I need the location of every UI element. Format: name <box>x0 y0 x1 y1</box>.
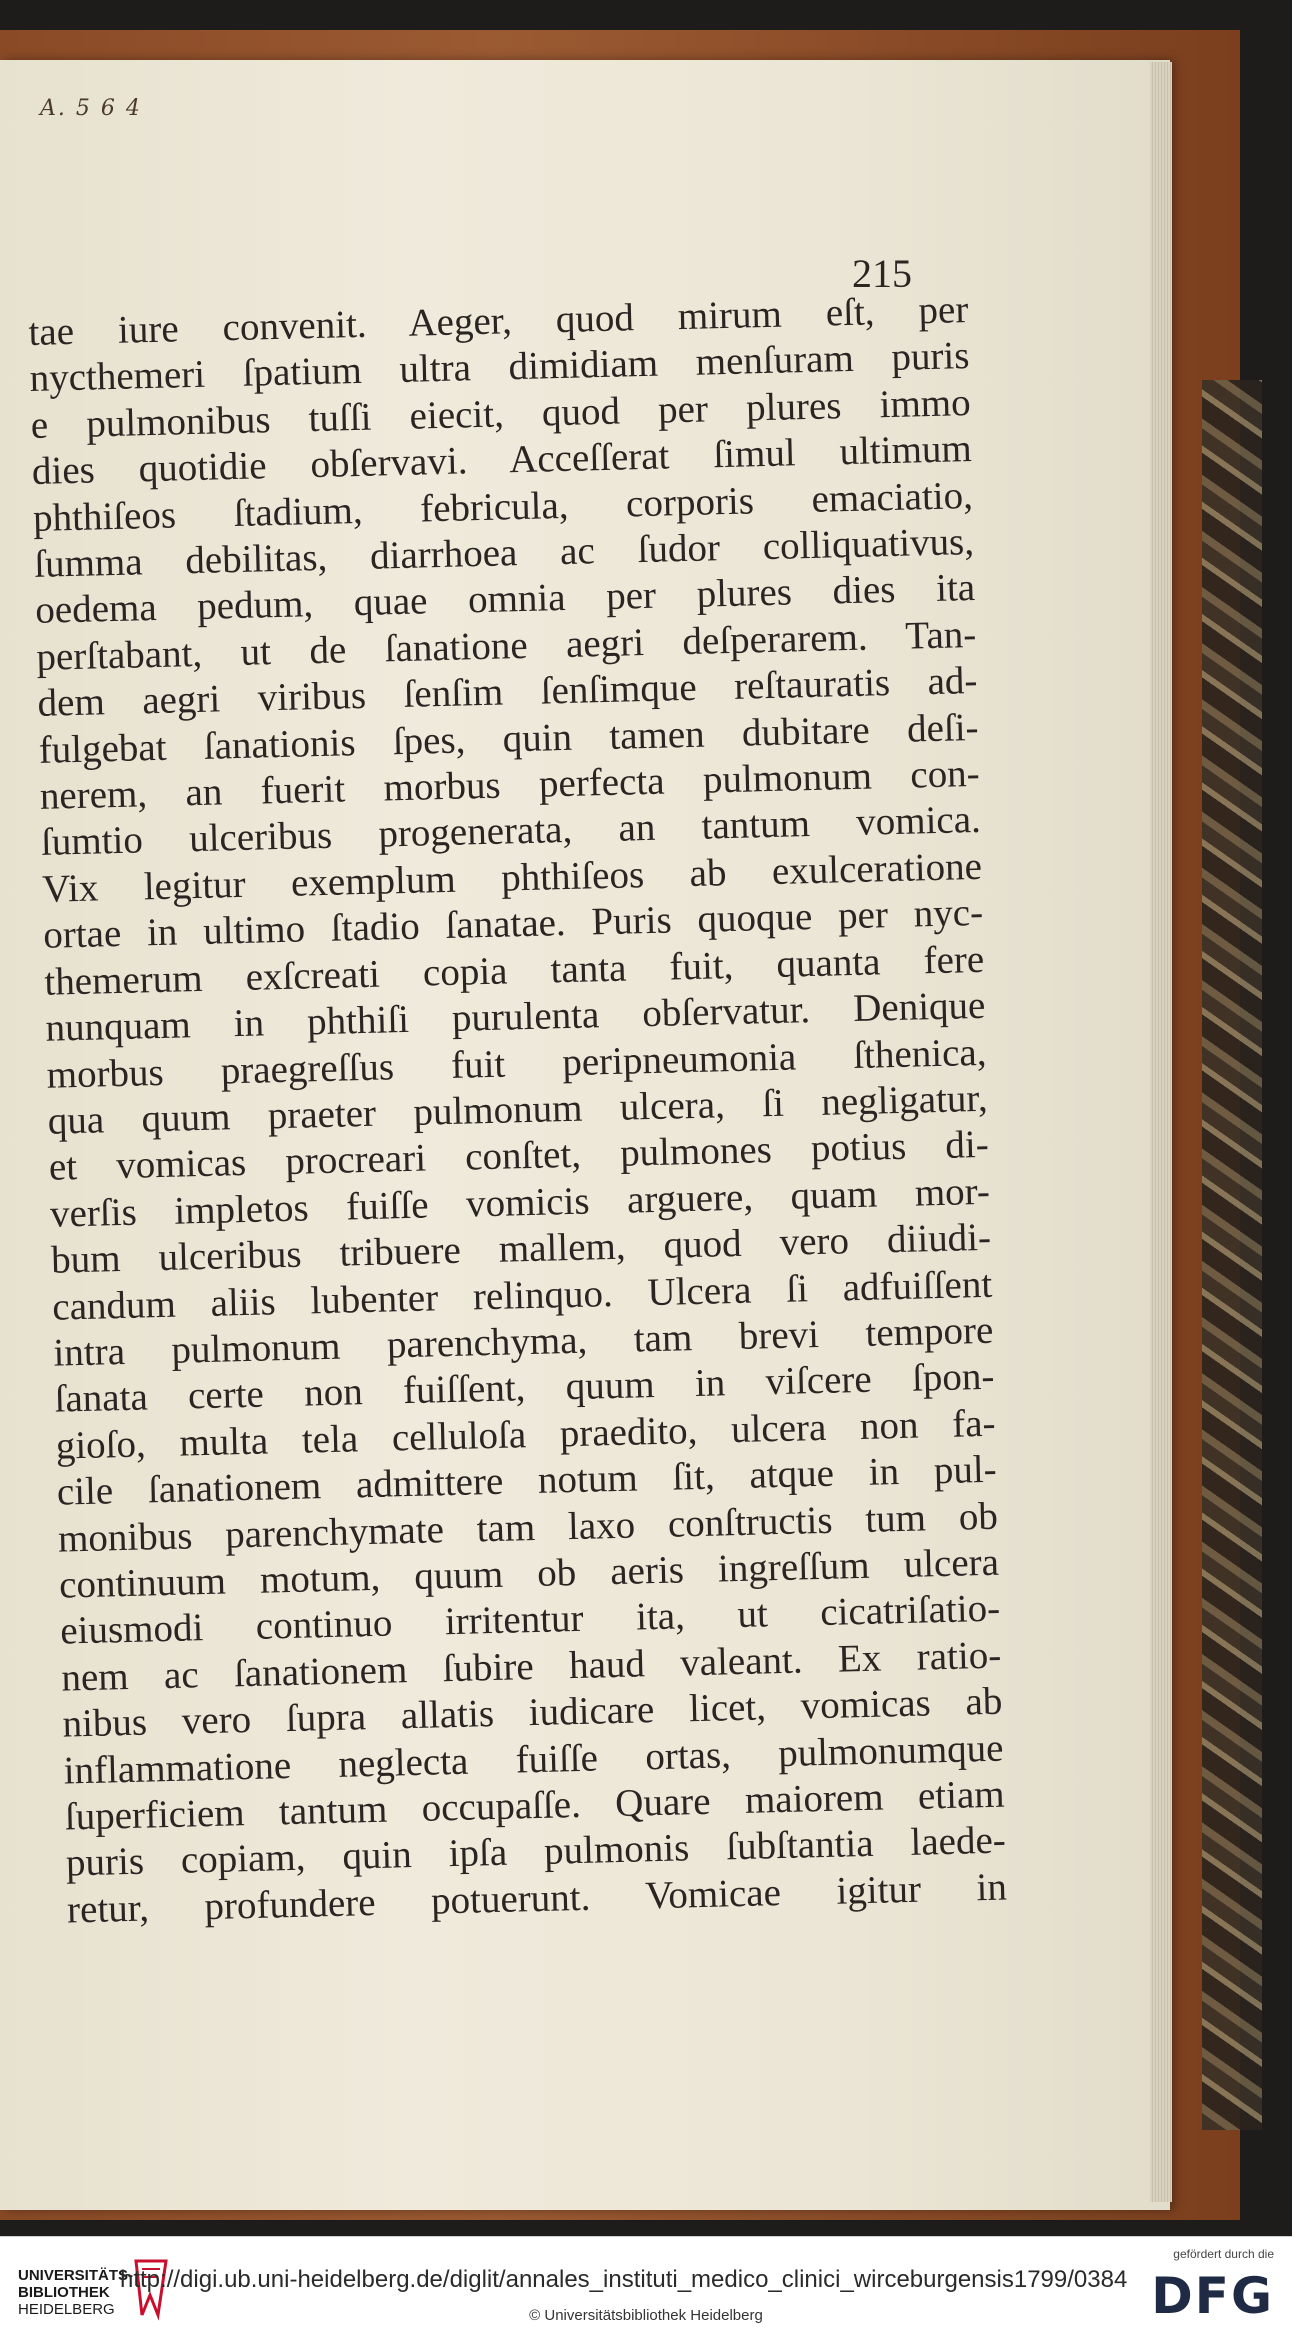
text-line: qua quum praeter pulmonum ulcera, ſi negligatur, <box>47 1076 989 1143</box>
text-line: nibus vero ſupra allatis iudicare licet, vomicas ab <box>62 1679 1003 1746</box>
dfg-logo[interactable]: DFG <box>1151 2267 1274 2325</box>
text-line: gioſo, multa tela celluloſa praedito, ulcera non fa- <box>55 1401 997 1468</box>
permalink-url[interactable]: http://digi.ub.uni-heidelberg.de/diglit/annales_instituti_medico_clinici_wirceburgensis1799/0384 <box>120 2266 1128 2293</box>
manuscript-note: A. 5 6 4 <box>40 96 142 121</box>
text-line: nerem, an fuerit morbus perfecta pulmonum con- <box>39 751 981 818</box>
text-line: fulgebat ſanationis ſpes, quin tamen dubitare deſi- <box>38 705 979 772</box>
text-line: eiusmodi continuo irritentur ita, ut cicatriſatio- <box>59 1587 1001 1653</box>
library-name-line-3: HEIDELBERG <box>18 2301 115 2318</box>
text-line: cile ſanationem admittere notum ſit, atque in pul- <box>56 1447 998 1514</box>
text-line: perſtabant, ut de ſanatione aegri deſperarem. Tan- <box>35 612 977 679</box>
text-line: phthiſeos ſtadium, febricula, corporis emaciatio, <box>32 473 974 540</box>
text-line: ſanata certe non fuiſſent, quum in viſcere ſpon- <box>54 1355 995 1422</box>
text-line: oedema pedum, quae omnia per plures dies ita <box>34 566 976 633</box>
text-line: ſumma debilitas, diarrhoea ac ſudor colliquativus, <box>33 519 975 586</box>
text-line: bum ulceribus tribuere mallem, quod vero diiudi- <box>50 1215 992 1282</box>
copyright-notice: © Universitätsbibliothek Heidelberg <box>529 2307 763 2324</box>
page-edge <box>1150 62 1172 2202</box>
text-line: ortae in ultimo ſtadio ſanatae. Puris quoque per nyc- <box>42 891 984 958</box>
text-line: dies quotidie obſervavi. Acceſſerat ſimul ultimum <box>31 427 973 494</box>
text-line: tae iure convenit. Aeger, quod mirum eſt, per <box>28 288 969 354</box>
library-name-line-2: BIBLIOTHEK <box>18 2284 110 2301</box>
text-line: e pulmonibus tuſſi eiecit, quod per plures immo <box>30 380 972 447</box>
text-line: dem aegri viribus ſenſim ſenſimque reſtauratis ad- <box>37 659 978 726</box>
text-line: candum aliis lubenter relinquo. Ulcera ſi adfuiſſent <box>51 1262 993 1329</box>
funder-note: gefördert durch die <box>1173 2247 1274 2261</box>
viewer-footer <box>0 2236 1292 2337</box>
text-line: themerum exſcreati copia tanta fuit, quanta fere <box>43 937 985 1004</box>
text-line: nycthemeri ſpatium ultra dimidiam menſuram puris <box>29 334 970 401</box>
text-line: Vix legitur exemplum phthiſeos ab exulceratione <box>41 844 983 911</box>
text-line: verſis impletos fuiſſe vomicis arguere, quam mor- <box>49 1169 991 1236</box>
body-text <box>28 287 1007 1934</box>
text-line: ſuperficiem tantum occupaſſe. Quare maiorem etiam <box>64 1772 1006 1839</box>
text-line: puris copiam, quin ipſa pulmonis ſubſtantia laede- <box>65 1818 1007 1885</box>
text-line: intra pulmonum parenchyma, tam brevi tempore <box>52 1308 994 1375</box>
text-line: inflammatione neglecta fuiſſe ortas, pulmonumque <box>63 1726 1004 1793</box>
text-line: retur, profundere potuerunt. Vomicae igitur in <box>66 1865 1008 1932</box>
text-line: et vomicas procreari conſtet, pulmones potius di- <box>48 1123 990 1190</box>
library-name-line-1: UNIVERSITÄTS- <box>18 2267 134 2284</box>
text-line: monibus parenchymate tam laxo conſtructis tum ob <box>57 1494 999 1561</box>
text-line: nem ac ſanationem ſubire haud valeant. Ex ratio- <box>60 1633 1002 1700</box>
text-line: nunquam in phthiſi purulenta obſervatur. Denique <box>45 983 986 1050</box>
page-leaf <box>0 60 1170 2210</box>
text-line: morbus praegreſſus fuit peripneumonia ſthenica, <box>46 1030 987 1097</box>
text-line: continuum motum, quum ob aeris ingreſſum ulcera <box>58 1540 1000 1607</box>
page-number: 215 <box>852 251 912 296</box>
marbled-endpaper <box>1202 380 1262 2130</box>
text-line: ſumtio ulceribus progenerata, an tantum vomica. <box>40 798 982 865</box>
